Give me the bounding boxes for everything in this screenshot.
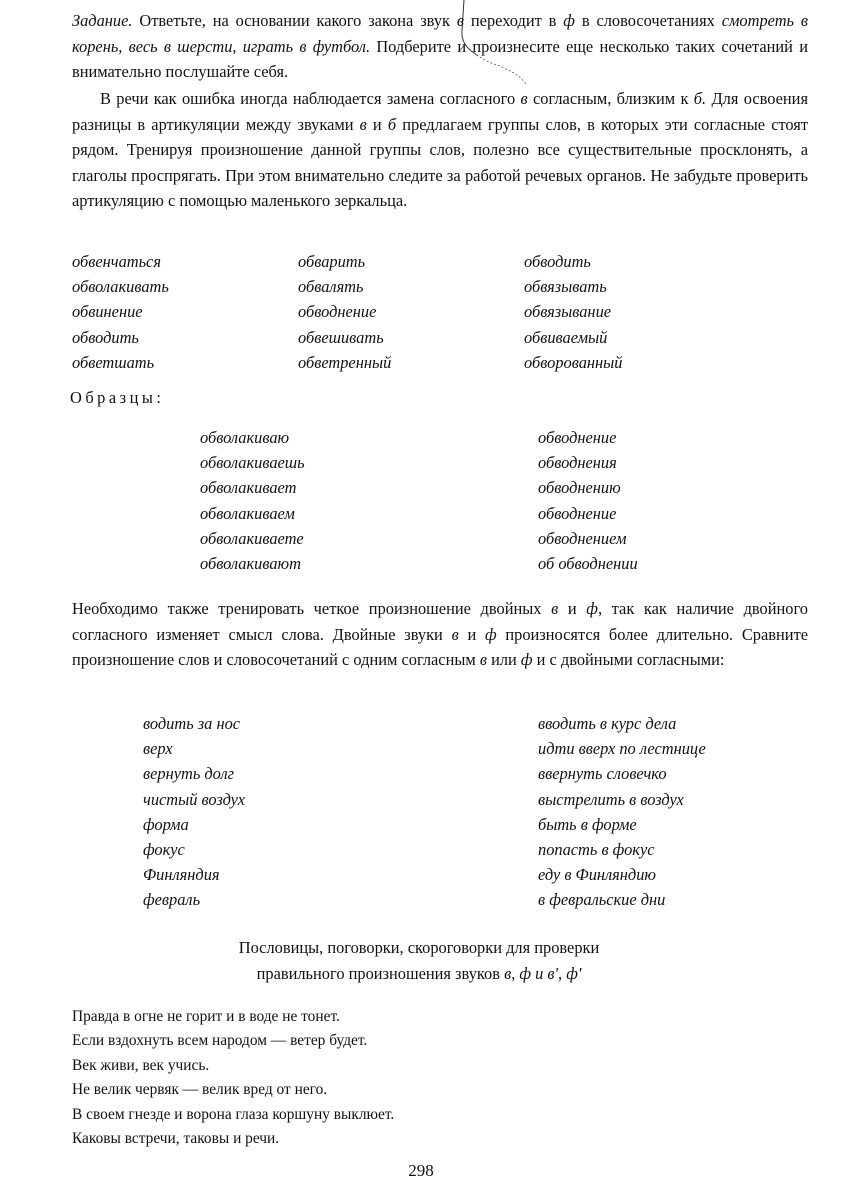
- sample-word: об обводнении: [538, 554, 638, 574]
- compare-single: верх: [143, 739, 173, 759]
- task-examples: смотреть в корень, весь в шерсти, играть в футбол.: [72, 11, 809, 56]
- samples-label: Образцы:: [70, 388, 165, 407]
- proverb: Правда в огне не горит и в воде не тонет.: [72, 1008, 340, 1025]
- proverb: Не велик червяк — велик вред от него.: [72, 1081, 328, 1099]
- task-text: переходит в: [464, 11, 564, 30]
- proverb: Век живи, век учись.: [72, 1056, 210, 1074]
- double-text: Необходимо также тренировать четкое произношение двойных: [72, 599, 552, 618]
- proverb: Если вздохнуть всем народом — ветер будет.: [72, 1032, 368, 1050]
- compare-grid: [143, 711, 842, 913]
- sample-word: обводнением: [538, 528, 627, 548]
- section-heading: [0, 935, 840, 987]
- letter-f: ф: [520, 650, 533, 669]
- compare-double: выстрелить в воздух: [538, 789, 684, 809]
- compare-double: вводить в курс дела: [538, 714, 677, 733]
- heading-line-1: Пословицы, поговорки, скороговорки для проверки: [238, 938, 600, 957]
- proverb: Каковы встречи, таковы и речи.: [72, 1130, 280, 1148]
- double-text: и: [458, 624, 485, 644]
- word: обвиваемый: [524, 327, 608, 347]
- sample-word: обводнение: [538, 503, 617, 523]
- sample-word: обводнения: [538, 453, 617, 473]
- task-text: Подберите и произнесите еще несколько таких сочетаний и внимательно послушайте себя.: [72, 36, 809, 81]
- word: обвязывание: [524, 302, 612, 322]
- letter-f: ф: [586, 599, 598, 618]
- compare-double: быть в форме: [538, 814, 637, 834]
- word: обворованный: [524, 352, 623, 372]
- letter-v: в: [479, 650, 487, 669]
- word: обветшать: [72, 352, 155, 372]
- sample-word: обводнение: [538, 428, 617, 447]
- double-text: , так как наличие двойного согласного изменяет смысл слова. Двойные звуки: [72, 599, 809, 644]
- word: обводнение: [298, 302, 377, 322]
- double-text: и: [558, 599, 587, 618]
- letter-v: в: [456, 11, 465, 30]
- page-number: 298: [408, 1161, 434, 1180]
- heading-sounds: в, ф и в', ф': [504, 964, 582, 983]
- sample-word: обволакиваете: [200, 528, 304, 548]
- letter-v: в: [520, 89, 528, 108]
- word: обвязывать: [524, 277, 607, 297]
- word: обвенчаться: [72, 252, 161, 271]
- sample-word: обволакивают: [200, 554, 301, 574]
- letter-v: в: [551, 599, 559, 618]
- word: обвешивать: [298, 327, 384, 347]
- compare-single: февраль: [143, 890, 201, 910]
- intro-text: Для освоения разницы в артикуляции между звуками: [72, 89, 808, 134]
- word: обвинение: [72, 302, 143, 322]
- word: обветренный: [298, 352, 392, 372]
- task-label: Задание.: [72, 11, 133, 30]
- letter-v: в: [359, 114, 367, 134]
- sample-word: обволакивает: [200, 478, 297, 498]
- compare-single: фокус: [143, 840, 185, 860]
- intro-text: и: [366, 114, 388, 134]
- proverb: В своем гнезде и ворона глаза коршуну выклюет.: [72, 1105, 395, 1123]
- heading-line-2: [0, 961, 840, 987]
- compare-single: вернуть долг: [143, 764, 235, 784]
- word: обволакивать: [72, 277, 169, 297]
- intro-text: В речи как ошибка иногда наблюдается замена согласного: [100, 89, 521, 108]
- double-paragraph: [72, 596, 808, 673]
- compare-single: чистый воздух: [143, 789, 245, 809]
- compare-single: Финляндия: [143, 865, 220, 885]
- word: обводить: [524, 252, 591, 271]
- word: обводить: [72, 327, 139, 347]
- compare-double: ввернуть словечко: [538, 764, 667, 784]
- intro-text: предлагаем группы слов, в которых эти согласные стоят рядом. Тренируя произношение данной группы слов, полезно все существительные просклонять, а глаголы проспрягать. При этом внимательно следите за работой речевых органов. Не забудьте проверить артикуляцию с помощью маленького зеркальца.: [72, 114, 808, 210]
- sample-word: обволакиваешь: [200, 453, 305, 473]
- samples-grid: [200, 425, 760, 576]
- double-text: или: [486, 650, 521, 669]
- compare-double: попасть в фокус: [538, 840, 655, 860]
- compare-double: идти вверх по лестнице: [538, 739, 706, 759]
- compare-single: форма: [143, 814, 189, 834]
- word: обварить: [298, 252, 366, 271]
- heading-text: правильного произношения звуков: [256, 964, 505, 983]
- letter-f: ф: [563, 11, 575, 30]
- task-text: в словосочетаниях: [574, 11, 722, 30]
- letter-b: б: [387, 114, 397, 134]
- intro-paragraph: [72, 86, 808, 214]
- compare-double: в февральские дни: [538, 890, 666, 910]
- compare-single: водить за нос: [143, 714, 241, 733]
- double-text: произносятся более длительно. Сравните произношение слов и словосочетаний с одним согласным: [72, 624, 809, 669]
- sample-word: обволакиваем: [200, 503, 295, 523]
- word: обвалять: [298, 277, 364, 297]
- double-text: и с двойными согласными:: [532, 650, 725, 669]
- proverbs-list: [72, 1005, 394, 1151]
- letter-v: в: [451, 624, 459, 644]
- sample-word: обволакиваю: [200, 428, 290, 447]
- letter-b: б.: [693, 89, 707, 108]
- task-paragraph: [72, 8, 808, 85]
- word-grid: [72, 249, 672, 375]
- sample-word: обводнению: [538, 478, 621, 498]
- letter-f: ф: [484, 624, 497, 644]
- compare-double: еду в Финляндию: [538, 865, 656, 885]
- task-text: Ответьте, на основании какого закона звук: [132, 11, 457, 30]
- intro-text: согласным, близким к: [527, 89, 694, 108]
